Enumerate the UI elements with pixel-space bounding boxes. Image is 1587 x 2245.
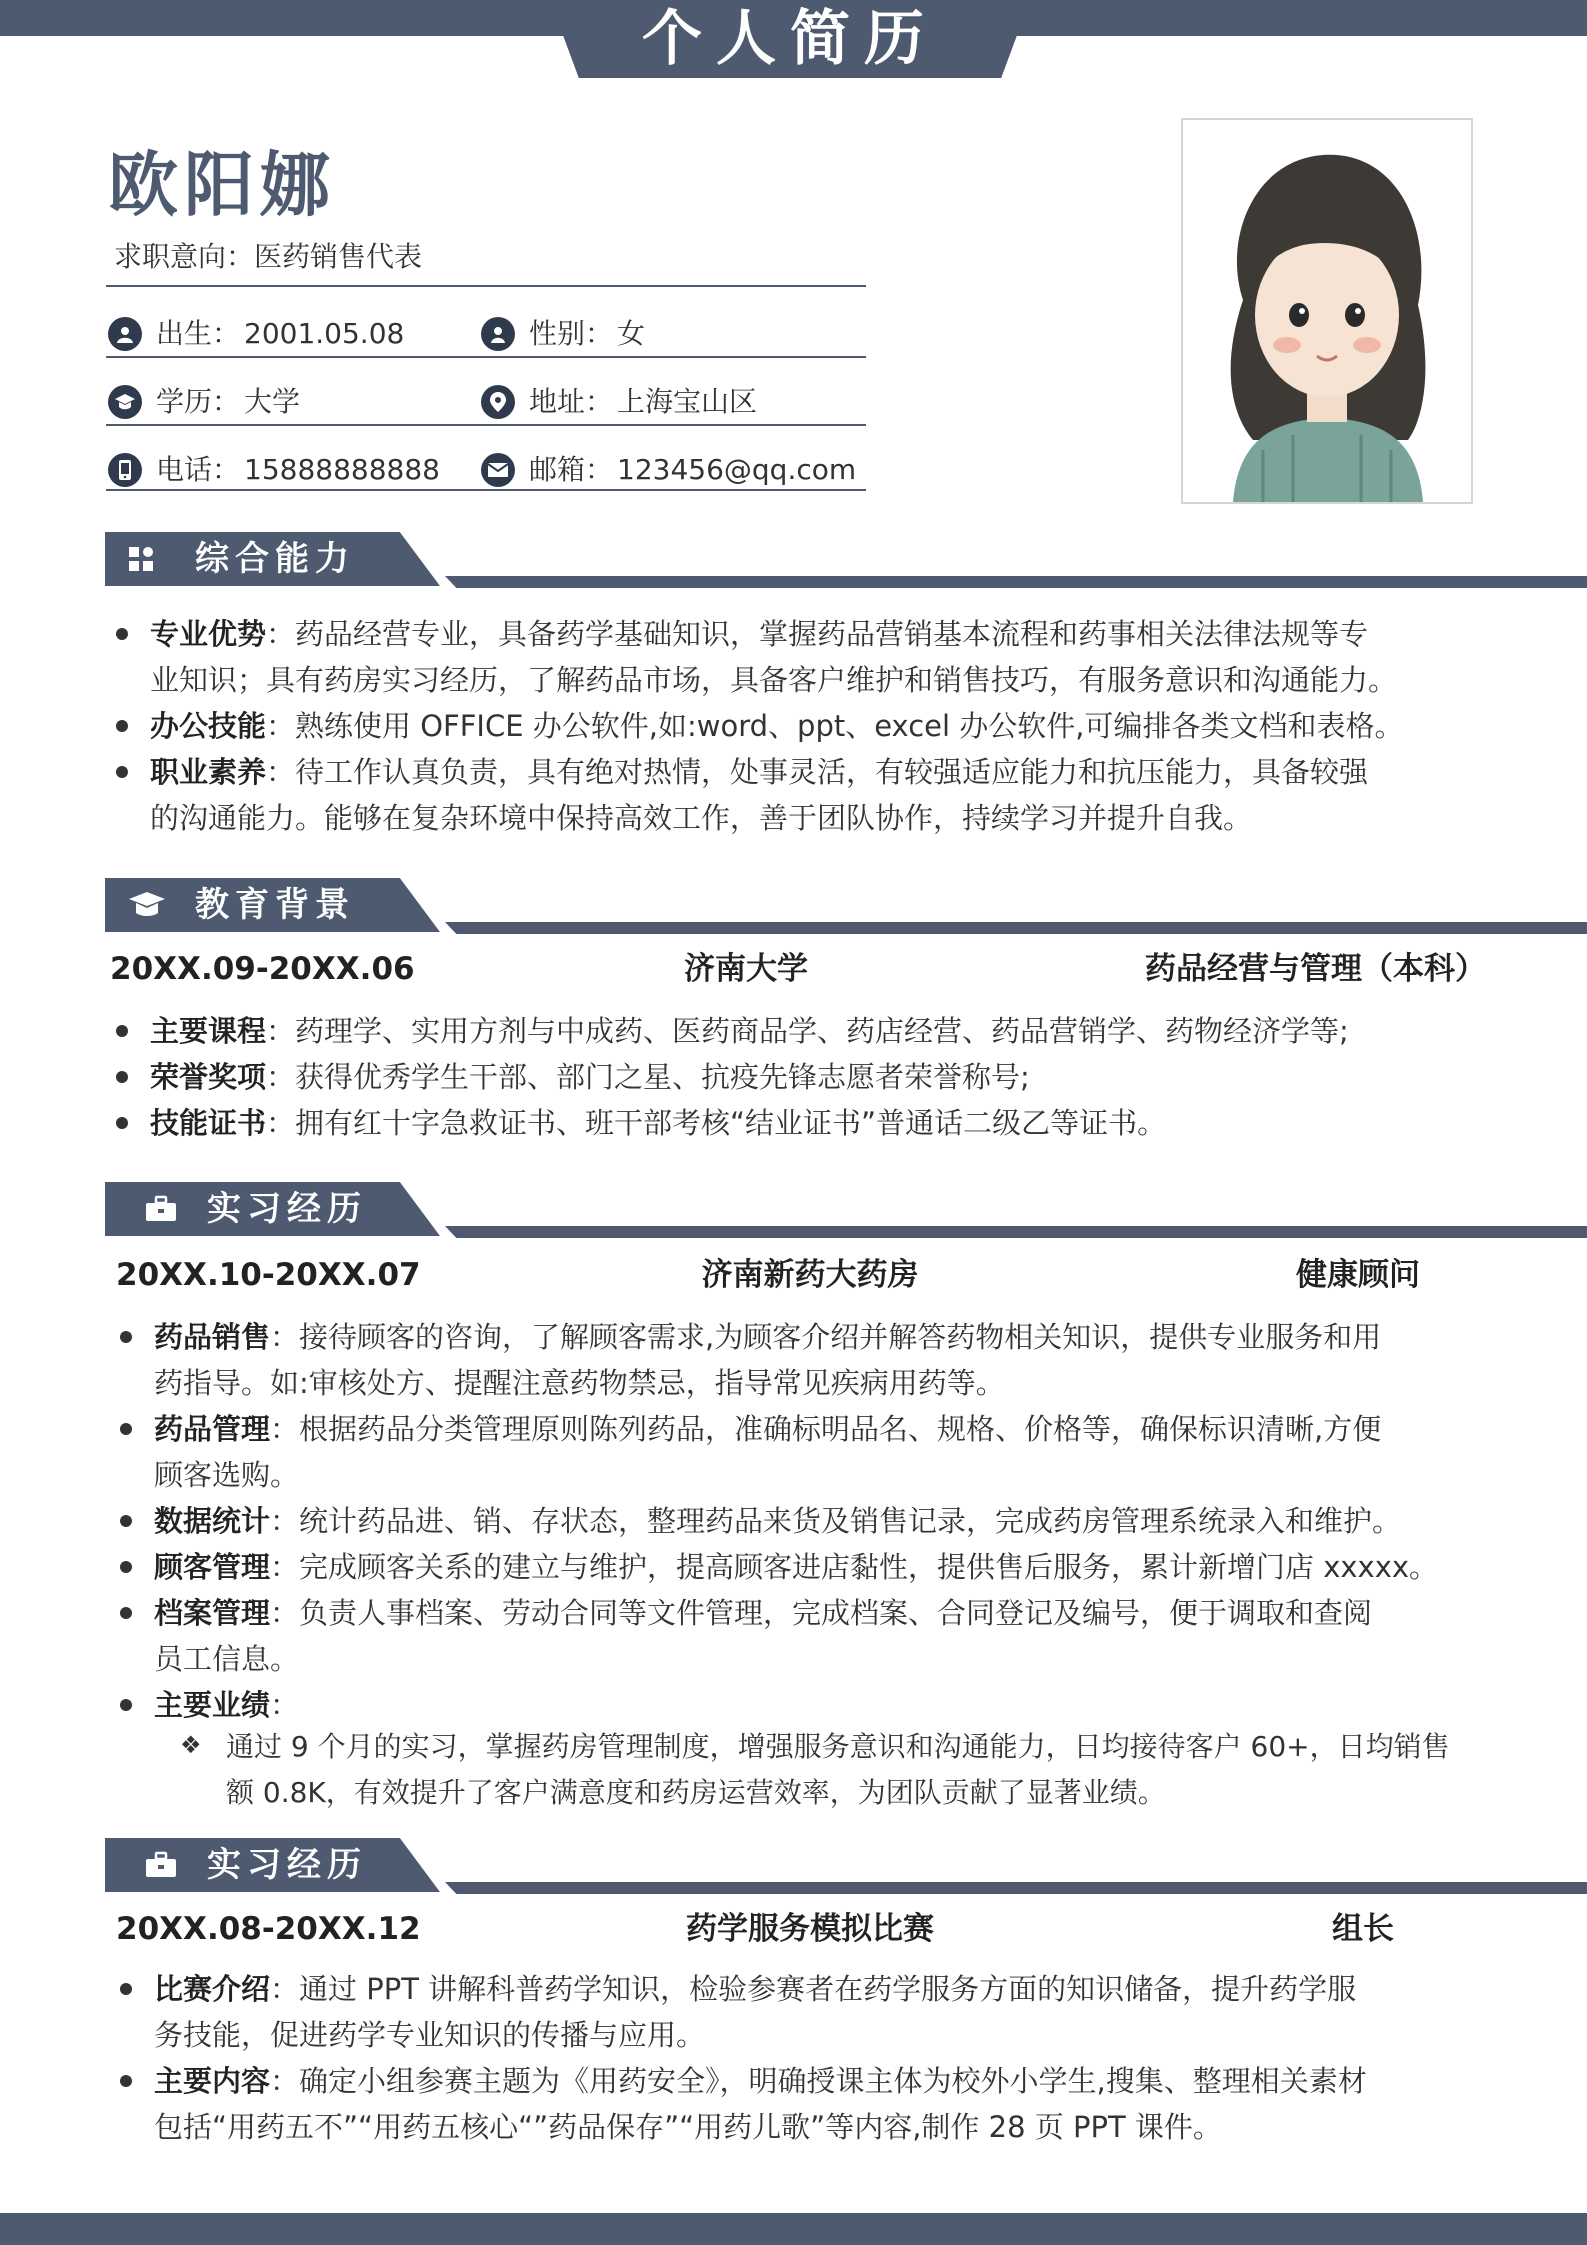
- email-info: [481, 450, 856, 490]
- phone-info: [108, 450, 440, 490]
- phone-icon: [108, 453, 142, 487]
- birth-value: 2001.05.08: [244, 317, 405, 350]
- divider: [106, 489, 866, 491]
- competition-list: [122, 1966, 1494, 2150]
- birth-label: 出生：: [156, 317, 241, 350]
- education-list: [118, 1008, 1490, 1146]
- user-icon: [481, 317, 515, 351]
- email-label: 邮箱：: [529, 453, 614, 486]
- divider: [106, 424, 866, 426]
- major: 药品经营与管理（本科）: [1145, 951, 1486, 987]
- graduation-cap-icon: [108, 385, 142, 419]
- list-item: 比赛介绍：通过 PPT 讲解科普药学知识，检验参赛者在药学服务方面的知识储备，提升药学服: [122, 1966, 1494, 2012]
- divider: [106, 285, 866, 287]
- list-item: 荣誉奖项：获得优秀学生干部、部门之星、抗疫先锋志愿者荣誉称号;: [118, 1054, 1490, 1100]
- briefcase-icon: [145, 1195, 173, 1223]
- list-item: 主要课程：药理学、实用方剂与中成药、医药商品学、药店经营、药品营销学、药物经济学等;: [118, 1008, 1490, 1054]
- section-title: 实习经历: [207, 1189, 367, 1229]
- section-header-internship: [105, 1182, 485, 1236]
- list-item-cont: 业知识；具有药房实习经历，了解药品市场，具备客户维护和销售技巧，有服务意识和沟通能力。: [150, 663, 1398, 697]
- addr-label: 地址：: [529, 385, 614, 418]
- briefcase-icon: [145, 1851, 173, 1879]
- achievement-text: ❖ 通过 9 个月的实习，掌握药房管理制度，增强服务意识和沟通能力，日均接待客户 60+，日均销售 额 0.8K，有效提升了客户满意度和药房运营效率，为团队贡献了显著业绩。: [226, 1724, 1492, 1816]
- section-header-skills: [105, 532, 485, 586]
- list-item: 主要内容：确定小组参赛主题为《用药安全》，明确授课主体为校外小学生,搜集、整理相关素材: [122, 2058, 1494, 2104]
- profile-photo: [1181, 118, 1473, 504]
- gender-label: 性别：: [529, 317, 614, 350]
- education-info: [108, 382, 300, 422]
- list-item-cont: 包括“用药五不”“用药五核心“”药品保存”“用药儿歌”等内容,制作 28 页 PPT 课件。: [154, 2110, 1222, 2144]
- section-title: 综合能力: [195, 539, 355, 579]
- graduation-cap-icon: [127, 891, 155, 919]
- list-item: 档案管理：负责人事档案、劳动合同等文件管理，完成档案、合同登记及编号，便于调取和查阅: [122, 1590, 1494, 1636]
- period: 20XX.08-20XX.12: [116, 1911, 421, 1947]
- grid-icon: [127, 545, 155, 573]
- list-item: 办公技能：熟练使用 OFFICE 办公软件,如:word、ppt、excel 办公软件,可编排各类文档和表格。: [118, 703, 1490, 749]
- section-header-competition: [105, 1838, 485, 1892]
- diamond-bullet-icon: ❖: [180, 1731, 202, 1759]
- list-item: 技能证书：拥有红十字急救证书、班干部考核“结业证书”普通话二级乙等证书。: [118, 1100, 1490, 1146]
- gender-info: [481, 314, 645, 354]
- list-item-cont: 务技能，促进药学专业知识的传播与应用。: [154, 2018, 706, 2052]
- gender-value: 女: [617, 317, 646, 350]
- address-info: [481, 382, 757, 422]
- phone-value: 15888888888: [244, 453, 440, 486]
- organization: 药学服务模拟比赛: [686, 1911, 934, 1947]
- list-item-cont: 药指导。如:审核处方、提醒注意药物禁忌，指导常见疾病用药等。: [154, 1366, 1005, 1400]
- list-item-cont: 员工信息。: [154, 1642, 300, 1676]
- list-item-cont: 的沟通能力。能够在复杂环境中保持高效工作，善于团队协作，持续学习并提升自我。: [150, 801, 1253, 835]
- list-item: 数据统计：统计药品进、销、存状态，整理药品来货及销售记录，完成药房管理系统录入和维护。: [122, 1498, 1494, 1544]
- birth-info: [108, 314, 404, 354]
- divider: [106, 356, 866, 358]
- section-title: 教育背景: [195, 885, 355, 925]
- edu-value: 大学: [244, 385, 301, 418]
- section-header-education: [105, 878, 485, 932]
- period: 20XX.10-20XX.07: [116, 1257, 421, 1293]
- list-item: 药品管理：根据药品分类管理原则陈列药品，准确标明品名、规格、价格等，确保标识清晰,方便: [122, 1406, 1494, 1452]
- list-item: 药品销售：接待顾客的咨询，了解顾客需求,为顾客介绍并解答药物相关知识，提供专业服务和用: [122, 1314, 1494, 1360]
- edu-label: 学历：: [156, 385, 241, 418]
- school: 济南大学: [684, 951, 808, 987]
- phone-label: 电话：: [156, 453, 241, 486]
- role: 健康顾问: [1296, 1257, 1420, 1293]
- list-item: 职业素养：待工作认真负责，具有绝对热情，处事灵活，有较强适应能力和抗压能力，具备较强: [118, 749, 1490, 795]
- period: 20XX.09-20XX.06: [110, 951, 415, 987]
- person-icon: [108, 317, 142, 351]
- job-intention: 求职意向：医药销售代表: [114, 240, 423, 273]
- skills-list: [118, 611, 1490, 841]
- role: 组长: [1332, 1911, 1394, 1947]
- list-item: 主要业绩：: [122, 1682, 1494, 1728]
- list-item-cont: 顾客选购。: [154, 1458, 300, 1492]
- organization: 济南新药大药房: [701, 1257, 919, 1293]
- list-item: 顾客管理：完成顾客关系的建立与维护，提高顾客进店黏性，提供售后服务，累计新增门店 xxxxx。: [122, 1544, 1494, 1590]
- section-title: 实习经历: [207, 1845, 367, 1885]
- candidate-name: 欧阳娜: [108, 144, 336, 226]
- page-title: 个人简历: [642, 4, 938, 74]
- addr-value: 上海宝山区: [617, 385, 758, 418]
- bottom-banner: [0, 2213, 1587, 2245]
- internship-list: [122, 1314, 1494, 1728]
- list-item: 专业优势：药品经营专业，具备药学基础知识，掌握药品营销基本流程和药事相关法律法规等专: [118, 611, 1490, 657]
- location-pin-icon: [481, 385, 515, 419]
- mail-icon: [481, 453, 515, 487]
- email-value: 123456@qq.com: [617, 453, 857, 486]
